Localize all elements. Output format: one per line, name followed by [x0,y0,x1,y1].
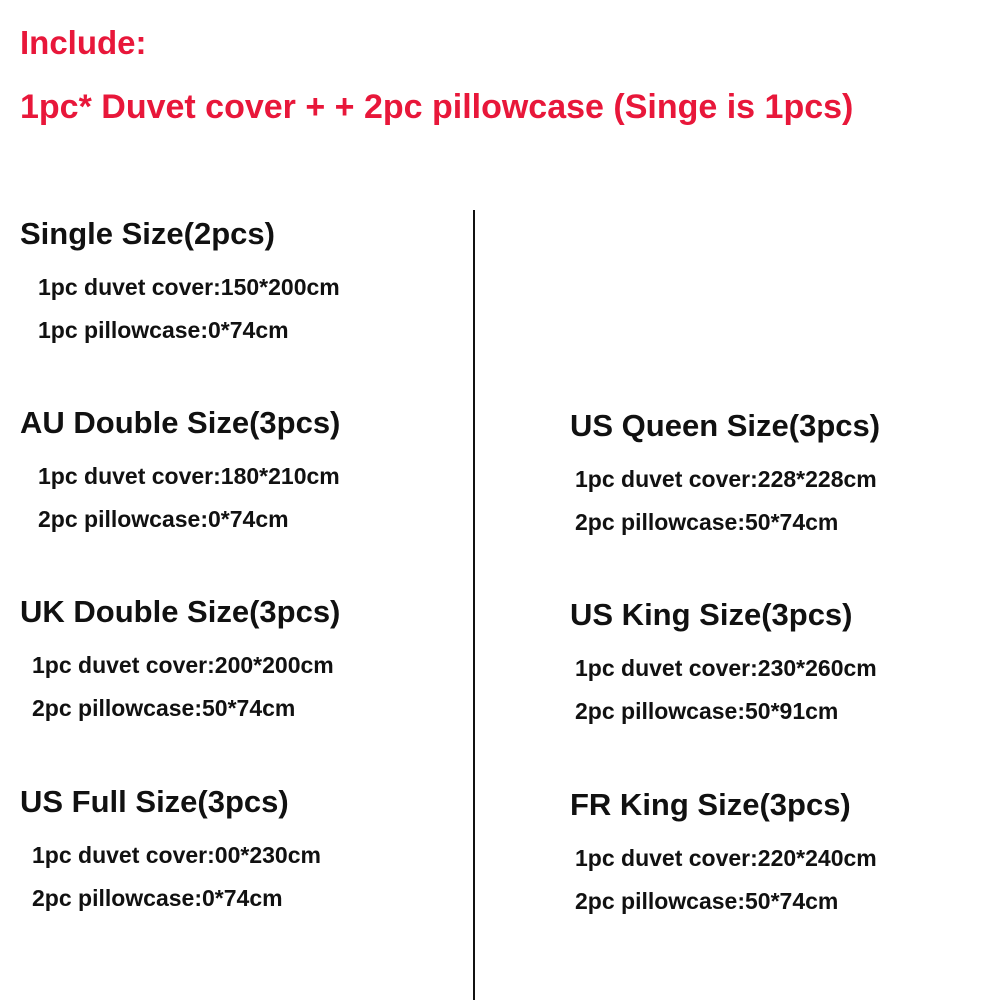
pillowcase-spec: 2pc pillowcase:50*74cm [32,695,296,721]
size-heading: FR King Size(3pcs) [570,787,851,822]
pillowcase-spec: 1pc pillowcase:0*74cm [38,317,289,343]
size-block-us-queen [570,408,881,535]
pillowcase-spec: 2pc pillowcase:50*74cm [575,888,839,914]
duvet-cover-spec: 1pc duvet cover:220*240cm [575,845,877,871]
size-block-us-full [20,784,321,911]
duvet-cover-spec: 1pc duvet cover:180*210cm [38,463,340,489]
duvet-cover-spec: 1pc duvet cover:228*228cm [575,466,877,492]
pillowcase-spec: 2pc pillowcase:50*91cm [575,698,839,724]
size-block-uk-double [20,594,341,721]
include-description: 1pc* Duvet cover + + 2pc pillowcase (Singe is 1pcs) [20,88,854,126]
pillowcase-spec: 2pc pillowcase:50*74cm [575,509,839,535]
duvet-cover-spec: 1pc duvet cover:230*260cm [575,655,877,681]
size-block-au-double [20,405,341,532]
size-heading: AU Double Size(3pcs) [20,405,341,440]
duvet-cover-spec: 1pc duvet cover:200*200cm [32,652,334,678]
pillowcase-spec: 2pc pillowcase:0*74cm [38,506,289,532]
size-heading: US Full Size(3pcs) [20,784,289,819]
include-title: Include: [20,24,147,61]
size-block-us-king [570,597,877,724]
pillowcase-spec: 2pc pillowcase:0*74cm [32,885,283,911]
size-heading: Single Size(2pcs) [20,216,275,251]
duvet-cover-spec: 1pc duvet cover:150*200cm [38,274,340,300]
size-heading: US King Size(3pcs) [570,597,853,632]
duvet-cover-spec: 1pc duvet cover:00*230cm [32,842,321,868]
size-block-fr-king [570,787,877,914]
column-divider [473,210,475,1000]
size-block-single [20,216,340,343]
size-heading: US Queen Size(3pcs) [570,408,881,443]
size-heading: UK Double Size(3pcs) [20,594,341,629]
